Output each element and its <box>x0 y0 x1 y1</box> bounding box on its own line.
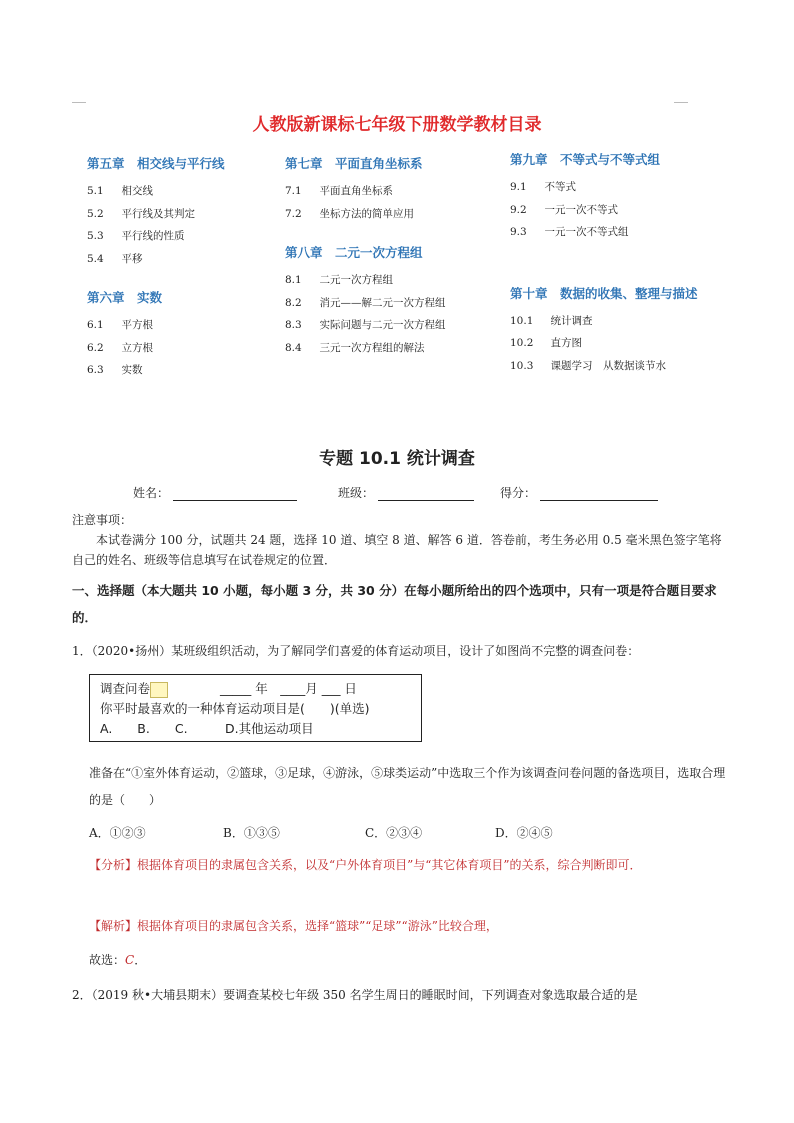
margin-mark-right <box>674 102 688 103</box>
analysis-text: 根据体育项目的隶属包含关系，以及“户外体育项目”与“其它体育项目”的关系，综合判断即可． <box>137 858 642 872</box>
chapter-section-list <box>285 180 446 225</box>
toc-column-3 <box>510 150 698 377</box>
class-blank[interactable] <box>378 488 474 501</box>
chapter-section-list <box>510 310 698 378</box>
notice-title: 注意事项： <box>72 513 133 527</box>
score-blank[interactable] <box>540 488 658 501</box>
chapter-heading: 第八章 二元一次方程组 <box>285 245 423 260</box>
section-item: 9.1 不等式 <box>510 181 576 193</box>
toc-column-2 <box>285 154 446 359</box>
chapter-section-list <box>285 269 446 359</box>
section-item: 10.2 直方图 <box>510 337 582 349</box>
chapter-heading: 第九章 不等式与不等式组 <box>510 152 661 167</box>
section-item: 10.1 统计调查 <box>510 314 593 327</box>
option-a[interactable]: A．①②③ <box>89 826 146 840</box>
section-item: 6.2 立方根 <box>87 341 153 354</box>
section-item: 5.4 平移 <box>87 252 143 265</box>
section-heading: 一、选择题（本大题共 10 小题，每小题 3 分，共 30 分）在每小题所给出的四个选项中，只有一项是符合题目要求的． <box>72 583 717 625</box>
questionnaire-row-2: 你平时最喜欢的一种体育运动项目是( )(单选) <box>100 701 370 716</box>
name-field[interactable] <box>133 484 297 501</box>
margin-mark-left <box>72 102 86 103</box>
class-label: 班级： <box>338 486 375 500</box>
question-1-stem: 1．（2020•扬州）某班级组织活动，为了解同学们喜爱的体育运动项目，设计了如图尚不完整的调查问卷： <box>72 644 640 658</box>
section-item: 5.1 相交线 <box>87 185 153 197</box>
section-item: 7.2 坐标方法的简单应用 <box>285 207 414 220</box>
section-item: 9.2 一元一次不等式 <box>510 203 618 216</box>
toc-title: 人教版新课标七年级下册数学教材目录 <box>252 115 542 135</box>
chapter-heading: 第七章 平面直角坐标系 <box>285 156 423 171</box>
questionnaire-date: _____ 年 ____月 ___ 日 <box>220 681 357 696</box>
section-item: 8.1 二元一次方程组 <box>285 274 393 286</box>
answer-value: C <box>125 953 135 967</box>
exam-title: 专题 10.1 统计调查 <box>319 449 475 469</box>
name-label: 姓名： <box>133 486 170 500</box>
class-field[interactable] <box>338 484 474 501</box>
notice-body: 本试卷满分 100 分，试题共 24 题，选择 10 道、填空 8 道、解答 6 道．答卷前，考生务必用 0.5 毫米黑色签字笔将自己的姓名、班级等信息填写在试卷规定的位置． <box>72 533 722 567</box>
section-item: 5.3 平行线的性质 <box>87 230 185 242</box>
chapter-section-list <box>510 176 698 244</box>
chapter-heading: 第十章 数据的收集、整理与描述 <box>510 285 698 301</box>
questionnaire-row-3: A. B. C. D.其他运动项目 <box>100 721 314 736</box>
score-label: 得分： <box>500 486 537 500</box>
option-b[interactable]: B．①③⑤ <box>223 826 280 840</box>
chapter-section-list <box>87 180 225 270</box>
section-item: 10.3 课题学习 从数据谈节水 <box>510 359 666 372</box>
section-item: 6.3 实数 <box>87 364 143 376</box>
option-d[interactable]: D．②④⑤ <box>495 826 553 840</box>
analysis-paragraph <box>89 852 729 879</box>
survey-questionnaire-box <box>89 674 422 742</box>
chapter-heading: 第六章 实数 <box>87 290 163 305</box>
solution-label: 【解析】 <box>89 919 138 933</box>
questionnaire-row-1 <box>100 679 357 698</box>
name-blank[interactable] <box>173 488 297 501</box>
chapter-heading: 第五章 相交线与平行线 <box>87 156 225 171</box>
section-item: 8.3 实际问题与二元一次方程组 <box>285 319 446 331</box>
question-2-stem: 2．（2019 秋•大埔县期末）要调查某校七年级 350 名学生周日的睡眠时间，下列调查对象选取最合适的是 <box>72 988 638 1002</box>
answer-prefix: 故选： <box>89 953 126 967</box>
answer-line <box>89 950 729 970</box>
analysis-label: 【分析】 <box>89 858 138 872</box>
answer-suffix: ． <box>134 953 147 967</box>
highlight-box <box>150 682 168 698</box>
solution-text: 根据体育项目的隶属包含关系，选择“篮球”“足球”“游泳”比较合理， <box>137 919 498 933</box>
option-c[interactable]: C．②③④ <box>365 826 423 840</box>
chapter-section-list <box>87 314 225 382</box>
score-field[interactable] <box>500 484 658 501</box>
section-item: 8.2 消元——解二元一次方程组 <box>285 296 446 309</box>
section-item: 5.2 平行线及其判定 <box>87 207 195 220</box>
section-item: 9.3 一元一次不等式组 <box>510 226 629 238</box>
section-item: 7.1 平面直角坐标系 <box>285 185 393 197</box>
questionnaire-title: 调查问卷 <box>100 681 151 696</box>
question-1-continuation: 准备在“①室外体育运动，②篮球，③足球，④游泳，⑤球类运动”中选取三个作为该调查问卷问题的备选项目，选取合理的是（ ） <box>89 766 726 807</box>
section-item: 6.1 平方根 <box>87 319 153 331</box>
toc-column-1 <box>87 154 225 382</box>
section-item: 8.4 三元一次方程组的解法 <box>285 341 425 354</box>
solution-paragraph <box>89 916 729 936</box>
